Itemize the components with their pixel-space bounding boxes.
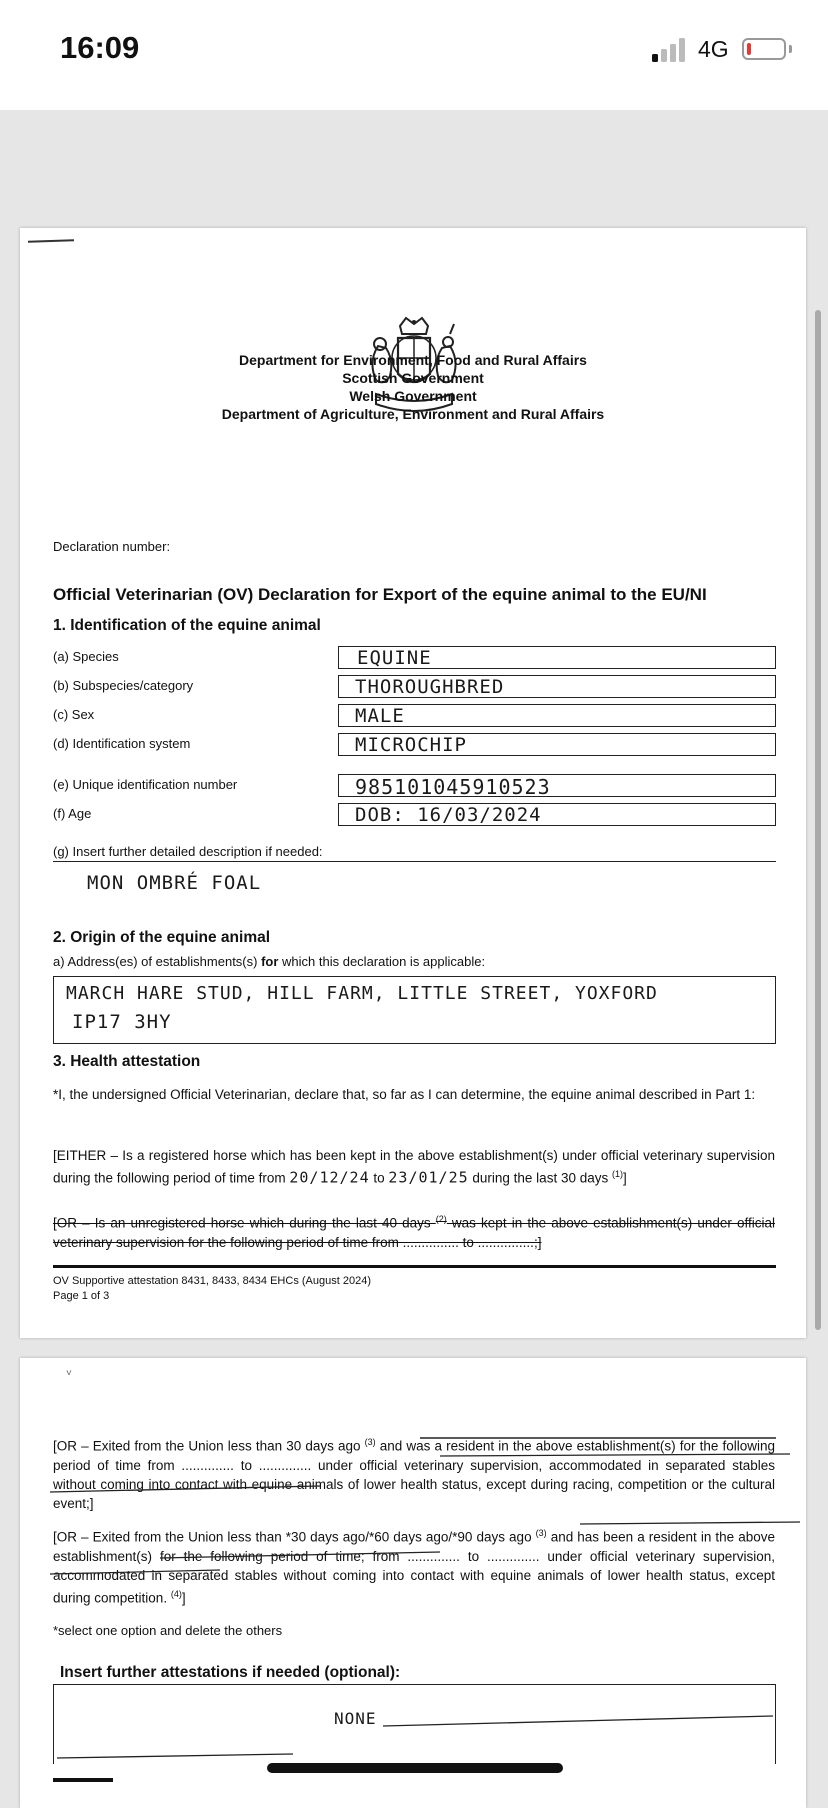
section-3-heading: 3. Health attestation (53, 1053, 201, 1070)
age-field (338, 803, 776, 826)
or2-footnote: (3) (364, 1437, 376, 1447)
corner-mark (28, 239, 74, 243)
species-field (338, 646, 776, 669)
or2-text-pre: [OR – Exited from the Union less than 30 days ago (53, 1438, 365, 1454)
either-text-end: ] (622, 1170, 627, 1186)
or1-text-post: was kept in the above establishment(s) under official veterinary supervision for the following period of time from ............... to ...............;] (53, 1215, 776, 1250)
status-time: 16:09 (60, 30, 140, 65)
further-attestations-value: NONE (334, 1709, 377, 1728)
or3-text-end: ] (181, 1590, 186, 1605)
either-footnote: (1) (611, 1169, 623, 1179)
sex-value: MALE (355, 705, 405, 727)
strike-lines-drawing (20, 1428, 806, 1618)
pen-mark: ˅ (66, 1368, 72, 1379)
footer-divider (53, 1265, 776, 1268)
further-attestations-strike (53, 1686, 776, 1766)
document-page-1 (20, 228, 806, 1338)
subspecies-field (338, 675, 776, 698)
header-line-3: Welsh Government (349, 388, 477, 404)
scrollbar[interactable] (815, 310, 821, 1330)
identification-system-value: MICROCHIP (355, 734, 467, 756)
sex-field (338, 704, 776, 727)
either-text-post: during the last 30 days (468, 1170, 612, 1186)
field-label-species: (a) Species (53, 649, 119, 664)
either-text-mid: to (369, 1170, 389, 1186)
field-label-subspecies: (b) Subspecies/category (53, 678, 194, 693)
signal-icon (650, 38, 690, 62)
footer-line-1: OV Supportive attestation 8431, 8433, 8434 EHCs (August 2024) (53, 1275, 371, 1287)
battery-icon (742, 38, 786, 60)
address-line-2: IP17 3HY (72, 1011, 172, 1033)
field-label-sex: (c) Sex (53, 707, 95, 722)
further-description-field (53, 861, 776, 907)
header-line-1: Department for Environment, Food and Rural Affairs (239, 352, 587, 368)
network-type: 4G (698, 36, 729, 62)
header-line-2: Scottish Government (342, 370, 484, 386)
further-attestations-heading: Insert further attestations if needed (optional): (60, 1664, 401, 1681)
field-label-age: (f) Age (53, 806, 92, 821)
address-label (53, 954, 485, 969)
address-label-pre: a) Address(es) of establishments(s) (53, 954, 262, 969)
identification-system-field (338, 733, 776, 756)
select-option-note: *select one option and delete the others (53, 1623, 283, 1638)
either-option-paragraph (53, 1146, 775, 1188)
declaration-number-label: Declaration number: (53, 539, 171, 554)
either-text-pre: [EITHER – Is a registered horse which has been kept in the above establishment(s) under official veterinary supervision during the following period of time from (53, 1148, 775, 1186)
unique-id-field (338, 774, 776, 797)
unique-id-value: 985101045910523 (355, 775, 551, 799)
address-line-1: MARCH HARE STUD, HILL FARM, LITTLE STREET, YOXFORD (66, 983, 658, 1004)
subspecies-value: THOROUGHBRED (355, 676, 505, 698)
or1-text-pre: [OR – Is an unregistered horse which during the last 40 days (53, 1215, 436, 1231)
or3-footnote-2: (4) (170, 1588, 182, 1599)
or-unregistered-paragraph (53, 1210, 775, 1252)
section-2-heading: 2. Origin of the equine animal (53, 929, 271, 946)
field-label-further-description: (g) Insert further detailed description if needed: (53, 844, 323, 859)
battery-tip (789, 45, 792, 53)
or3-text-pre: [OR – Exited from the Union less than *30 days ago/*60 days ago/*90 days ago (53, 1529, 536, 1545)
address-label-bold: for (261, 954, 279, 969)
field-label-unique-id: (e) Unique identification number (53, 777, 238, 792)
species-value: EQUINE (357, 647, 432, 669)
address-field (53, 976, 776, 1044)
further-description-value: MON OMBRÉ FOAL (87, 872, 262, 894)
address-label-post: which this declaration is applicable: (278, 954, 486, 969)
either-from-date: 20/12/24 (289, 1168, 370, 1187)
field-label-identification-system: (d) Identification system (53, 736, 191, 751)
health-attestation-intro: *I, the undersigned Official Veterinarian, declare that, so far as I can determine, the equine animal described in Part 1: (53, 1087, 756, 1102)
document-title: Official Veterinarian (OV) Declaration for Export of the equine animal to the EU/NI (53, 585, 707, 604)
next-section-heading-fragment (53, 1778, 113, 1782)
or3-footnote: (3) (535, 1528, 547, 1538)
footer-page-number: Page 1 of 3 (53, 1290, 110, 1302)
section-1-heading: 1. Identification of the equine animal (53, 617, 321, 634)
status-bar (0, 0, 828, 110)
document-page-2 (20, 1358, 806, 1808)
either-to-date: 23/01/25 (388, 1168, 469, 1187)
home-indicator[interactable] (267, 1763, 563, 1773)
or1-footnote: (2) (435, 1214, 447, 1224)
or2-text-post: and was a resident in the above establishment(s) for the following period of time from .............. to .............. under official veterinary supervision, accommodated in separated stables without coming into contact with equine animals of lower health status, except during racing, competition or the cultural event;] (53, 1438, 776, 1511)
header-line-4: Department of Agriculture, Environment and Rural Affairs (221, 406, 605, 422)
or3-text-mid: and has been a resident in the above establishment(s) for the following period of time; from .............. to .............. under official veterinary supervision, accommodated in separated stables without coming into contact with equine animals of lower health status, except during competition. (53, 1529, 776, 1605)
royal-crest-icon (360, 316, 468, 420)
age-value: DOB: 16/03/2024 (355, 804, 542, 826)
